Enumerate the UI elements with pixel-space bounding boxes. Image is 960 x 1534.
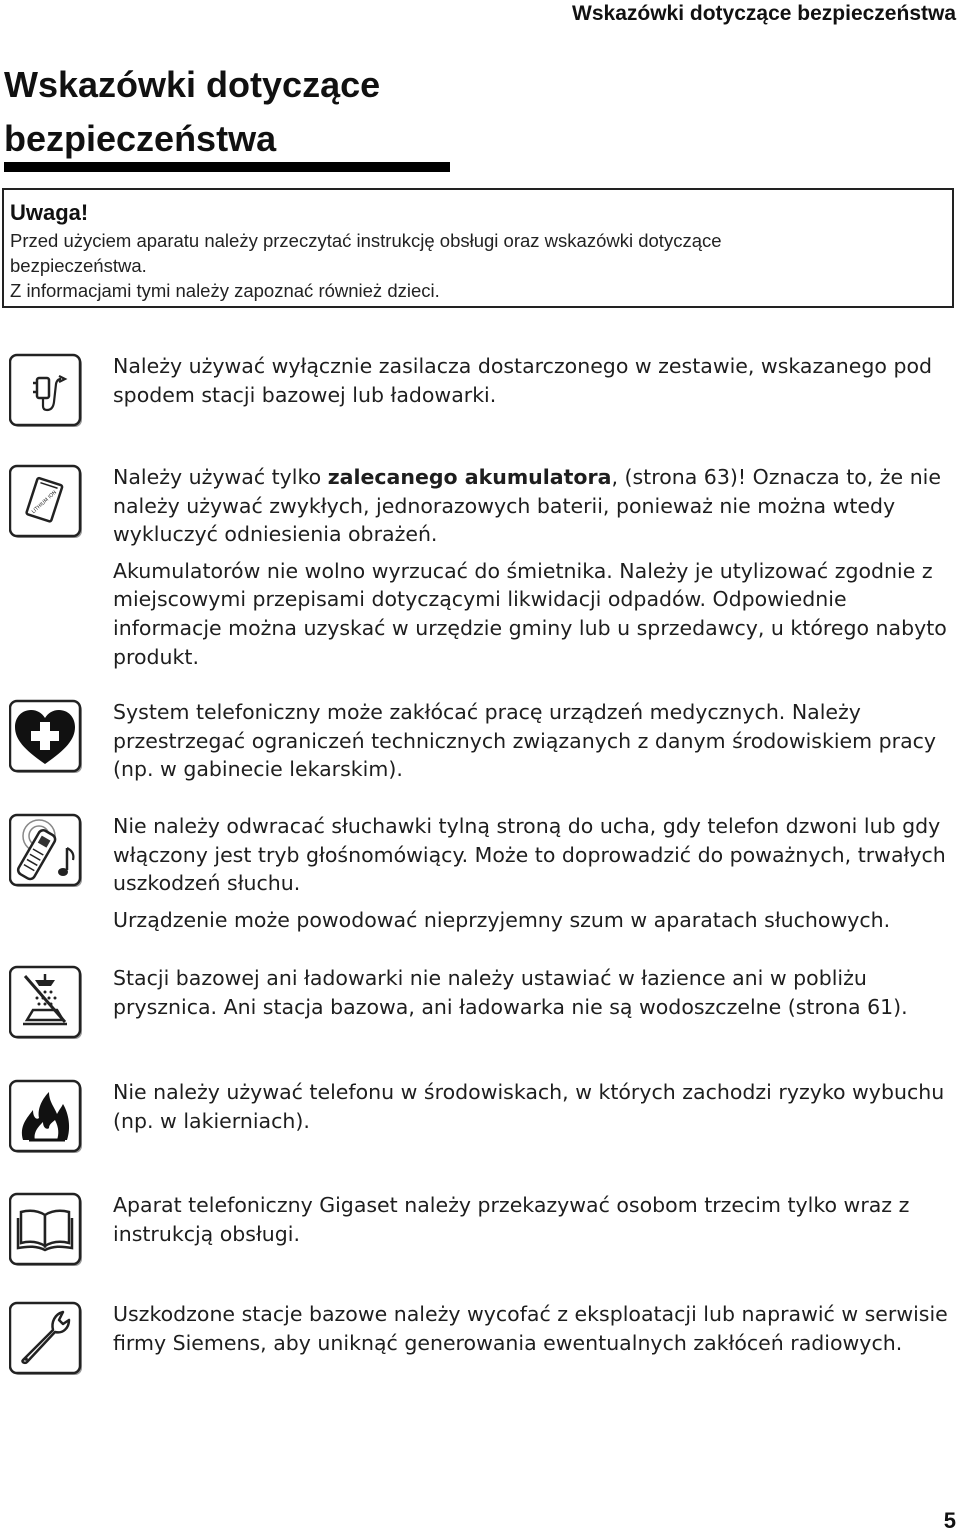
safety-text: Urządzenie może powodować nieprzyjemny szum w aparatach słuchowych.	[113, 907, 891, 932]
power-adapter-icon	[9, 352, 85, 428]
battery-label: LITHIUM ION	[30, 489, 59, 516]
safety-text: Nie należy używać telefonu w środowiskach, w których zachodzi ryzyko wybuchu (np. w lakierniach).	[113, 1080, 945, 1133]
safety-text	[113, 463, 954, 549]
notice-line: Przed użyciem aparatu należy przeczytać instrukcję obsługi oraz wskazówki dotyczące	[10, 230, 722, 251]
battery-icon	[9, 463, 85, 539]
safety-text: Aparat telefoniczny Gigaset należy przekazywać osobom trzecim tylko wraz z instrukcją obsługi.	[113, 1193, 910, 1246]
text-run: , (strona 63)! Oznacza to, że nie należy używać zwykłych, jednorazowych baterii, ponieważ nie można wtedy wykluczyć odniesienia obrażeń.	[113, 465, 941, 547]
safety-text: Akumulatorów nie wolno wyrzucać do śmietnika. Należy je utylizować zgodnie z miejscowymi przepisami dotyczącymi likwidacji odpadów. Odpowiednie informacje można uzyskać w urzędzie gminy lub u sprzedawcy, u którego nabyto produkt.	[113, 558, 947, 669]
safety-text: Stacji bazowej ani ładowarki nie należy ustawiać w łazience ani w pobliżu prysznica. Ani stacja bazowa, ani ładowarka nie są wodoszczelne (strona 61).	[113, 966, 908, 1019]
notice-line: Z informacjami tymi należy zapoznać również dzieci.	[10, 280, 440, 301]
notice-line: bezpieczeństwa.	[10, 255, 147, 276]
emphasis-text: zalecanego akumulatora	[327, 465, 612, 489]
page-number: 5	[943, 1508, 956, 1533]
page-title: Wskazówki dotyczące bezpieczeństwa	[4, 64, 381, 159]
warning-notice-box	[2, 188, 954, 308]
handset-ringing-icon	[9, 812, 85, 888]
safety-text: System telefoniczny może zakłócać pracę urządzeń medycznych. Należy przestrzegać ograniczeń technicznych związanych z danym środowiskiem pracy (np. w gabinecie lekarskim).	[113, 700, 937, 782]
safety-text: Uszkodzone stacje bazowe należy wycofać z eksploatacji lub naprawić w serwisie firmy Siemens, aby uniknąć generowania ewentualnych zakłóceń radiowych.	[113, 1302, 948, 1355]
notice-title: Uwaga!	[10, 200, 89, 225]
running-header: Wskazówki dotyczące bezpieczeństwa	[572, 2, 956, 25]
medical-heart-icon	[9, 698, 85, 774]
text-run: Należy używać tylko	[113, 465, 328, 489]
safety-text: Nie należy odwracać słuchawki tylną stroną do ucha, gdy telefon dzwoni lub gdy włączony jest tryb głośnomówiący. Może to doprowadzić do poważnych, trwałych uszkodzeń słuchu.	[113, 814, 946, 896]
wrench-icon	[9, 1300, 85, 1376]
safety-text: Należy używać wyłącznie zasilacza dostarczonego w zestawie, wskazanego pod spodem stacji bazowej lub ładowarki.	[113, 354, 933, 407]
explosion-flame-icon	[9, 1078, 85, 1154]
title-rule	[4, 162, 450, 172]
manual-book-icon	[9, 1191, 85, 1267]
no-shower-icon	[9, 964, 85, 1040]
